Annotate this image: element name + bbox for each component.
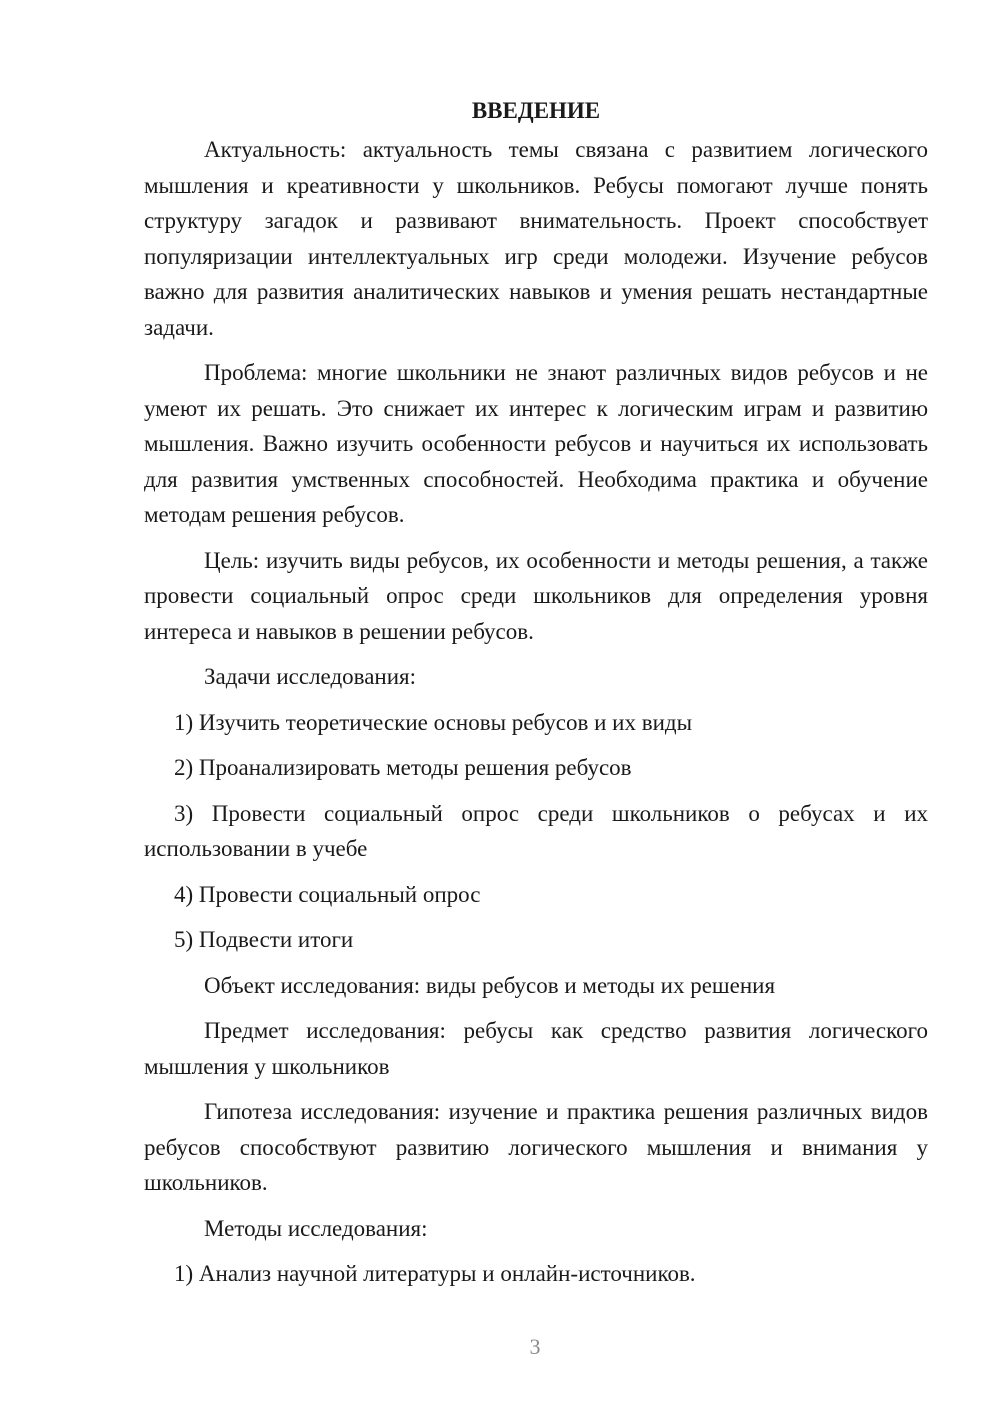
document-page (144, 92, 928, 1302)
page-title: ВВЕДЕНИЕ (471, 98, 601, 123)
object-paragraph: Объект исследования: виды ребусов и методы их решения (204, 972, 776, 998)
tasks-heading: Задачи исследования: (204, 664, 417, 689)
method-item: 1) Анализ научной литературы и онлайн-источников. (174, 1261, 696, 1286)
problem-paragraph: Проблема: многие школьники не знают различных видов ребусов и не умеют их решать. Это снижает их интерес к логическим играм и развитию мышления. Важно изучить особенности ребусов и научиться их использовать для развития умственных способностей. Необходима практика и обучение методам решения ребусов. (144, 360, 928, 527)
methods-heading: Методы исследования: (204, 1215, 428, 1241)
hypothesis-paragraph: Гипотеза исследования: изучение и практика решения различных видов ребусов способствуют развитию логического мышления и внимания у школьников. (144, 1099, 928, 1195)
task-item: 1) Изучить теоретические основы ребусов и их виды (174, 709, 693, 735)
task-item: 5) Подвести итоги (174, 927, 354, 952)
relevance-paragraph: Актуальность: актуальность темы связана с развитием логического мышления и креативности у школьников. Ребусы помогают лучше понять структуру загадок и развивают внимательность. Проект способствует популяризации интеллектуальных игр среди молодежи. Изучение ребусов важно для развития аналитических навыков и умения решать нестандартные задачи. (144, 137, 928, 340)
subject-paragraph: Предмет исследования: ребусы как средство развития логического мышления у школьников (144, 1018, 928, 1079)
task-item: 4) Провести социальный опрос (174, 881, 481, 907)
goal-paragraph: Цель: изучить виды ребусов, их особенности и методы решения, а также провести социальный опрос среди школьников для определения уровня интереса и навыков в решении ребусов. (144, 547, 928, 644)
page-number: 3 (529, 1334, 541, 1359)
task-item: 2) Проанализировать методы решения ребусов (174, 755, 632, 780)
task-item: 3) Провести социальный опрос среди школьников о ребусах и их использовании в учебе (144, 800, 928, 861)
